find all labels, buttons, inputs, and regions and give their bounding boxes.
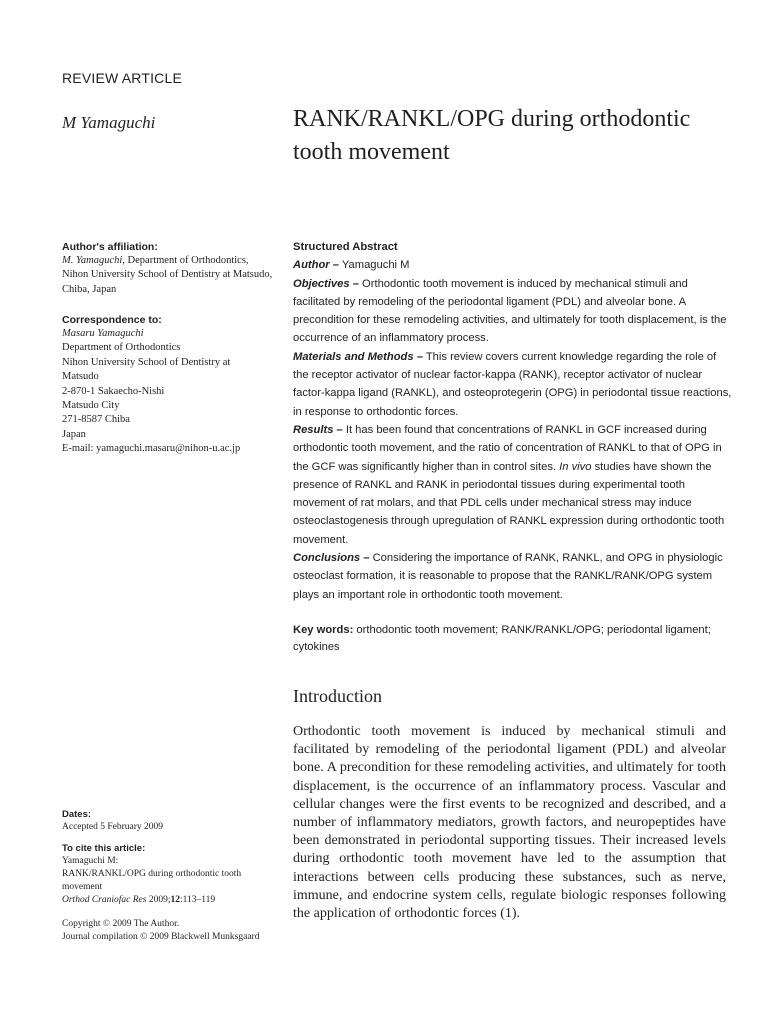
objectives-label: Objectives – <box>293 277 359 290</box>
cite-author: Yamaguchi M: <box>62 856 119 866</box>
copyright <box>62 918 277 944</box>
correspondence-line: Department of Orthodontics <box>62 342 181 354</box>
journal-name: Orthod Craniofac Res <box>62 895 147 905</box>
citation <box>62 842 277 907</box>
abstract-author <box>293 256 733 274</box>
abstract-results <box>293 421 733 549</box>
conclusions-text: Considering the importance of RANK, RANKL, and OPG in physiologic osteoclast formation, it is reasonable to propose that the RANKL/RANK/OPG system plays an important role in orthodontic tooth movement. <box>293 552 723 601</box>
affiliation-detail: , Department of Orthodontics, Nihon University School of Dentistry at Matsudo, Chiba, Japan <box>62 255 273 295</box>
results-text: studies have shown the presence of RANKL and RANK in periodontal tissues during experimental tooth movement of rat molars, and that PDL cells under mechanical stress may induce osteoclastogenesis through upregulation of RANKL expression during orthodontic tooth movement. <box>293 460 725 546</box>
cite-journal <box>62 894 277 907</box>
cite-heading: To cite this article: <box>62 843 146 854</box>
journal-pages: :113–119 <box>179 895 216 905</box>
correspondence-email[interactable]: E-mail: yamaguchi.masaru@nihon-u.ac.jp <box>62 443 241 455</box>
author-name: M Yamaguchi <box>62 113 156 132</box>
journal-volume: 12 <box>170 895 180 905</box>
copyright-line: Journal compilation © 2009 Blackwell Munksgaard <box>62 932 260 942</box>
article-title: RANK/RANKL/OPG during orthodontic tooth movement <box>293 106 691 165</box>
affiliation-author: M. Yamaguchi <box>62 255 123 266</box>
abstract-author-value: Yamaguchi M <box>339 259 410 272</box>
correspondence-line: Nihon University School of Dentistry at <box>62 356 231 368</box>
introduction-body: Orthodontic tooth movement is induced by mechanical stimuli and facilitated by remodeling of the periodontal ligament (PDL) and alveolar bone. A precondition for these remodeling activities, and ultimately for tooth displacement, is the occurrence of an inflammatory process. Vascular and cellular changes were the first events to be recognized and described, and a number of inflammatory mediators, growth factors, and neuropeptides have been demonstrated in periodontal supporting tissues. Their increased levels during orthodontic tooth movement have led to the assumption that interactions between cells producing these substances, such as nerve, immune, and endocrine system cells, regulate biologic responses following the application of orthodontic forces (1). <box>293 724 726 922</box>
affiliation-heading: Author's affiliation: <box>62 241 158 253</box>
correspondence-line: Matsudo <box>62 371 99 383</box>
results-text: It has been found that concentrations of RANKL in GCF increased during orthodontic tooth movement, and the ratio of concentration of RANKL to that of OPG in the GCF was significantly higher than in control sites. <box>293 423 722 473</box>
accepted-date: Accepted 5 February 2009 <box>62 822 164 832</box>
results-label: Results – <box>293 423 343 436</box>
correspondence-line: Matsudo City <box>62 400 120 412</box>
abstract-objectives <box>293 275 733 348</box>
correspondence-heading: Correspondence to: <box>62 314 162 326</box>
dates-heading: Dates: <box>62 809 92 820</box>
objectives-text: Orthodontic tooth movement is induced by mechanical stimuli and facilitated by remodeling of the periodontal ligament (PDL) and alveolar bone. A precondition for these remodeling activities, and ultimately for tooth displacement, is the occurrence of an inflammatory process. <box>293 277 727 345</box>
conclusions-label: Conclusions – <box>293 552 370 565</box>
dates <box>62 808 277 834</box>
abstract-conclusions <box>293 549 733 604</box>
copyright-line: Copyright © 2009 The Author. <box>62 919 180 929</box>
journal-year: 2009; <box>146 895 171 905</box>
methods-label: Materials and Methods – <box>293 350 423 363</box>
structured-abstract <box>293 238 733 604</box>
correspondence-line: 2-870-1 Sakaecho-Nishi <box>62 385 165 397</box>
keywords-text: orthodontic tooth movement; RANK/RANKL/OPG; periodontal ligament; cytokines <box>293 624 711 653</box>
abstract-heading: Structured Abstract <box>293 241 398 253</box>
correspondence-line: Japan <box>62 428 86 440</box>
correspondence-name: Masaru Yamaguchi <box>62 328 144 339</box>
affiliation-text <box>62 254 277 297</box>
abstract-author-label: Author – <box>293 259 339 272</box>
results-invivo: In vivo <box>559 460 592 473</box>
abstract-methods <box>293 348 733 421</box>
cite-title: RANK/RANKL/OPG during orthodontic tooth movement <box>62 869 242 892</box>
keywords <box>293 622 733 656</box>
keywords-label: Key words: <box>293 624 354 636</box>
correspondence-line: 271-8587 Chiba <box>62 414 130 426</box>
section-label: REVIEW ARTICLE <box>62 70 183 86</box>
introduction-heading: Introduction <box>293 686 382 706</box>
correspondence <box>62 313 277 457</box>
methods-text: This review covers current knowledge regarding the role of the receptor activator of nuclear factor-kappa (RANK), receptor activator of nuclear factor-kappa ligand (RANKL), and osteoprotegerin (OPG) in periodontal tissue reactions, in response to orthodontic forces. <box>293 350 732 418</box>
author-affiliation <box>62 240 277 297</box>
